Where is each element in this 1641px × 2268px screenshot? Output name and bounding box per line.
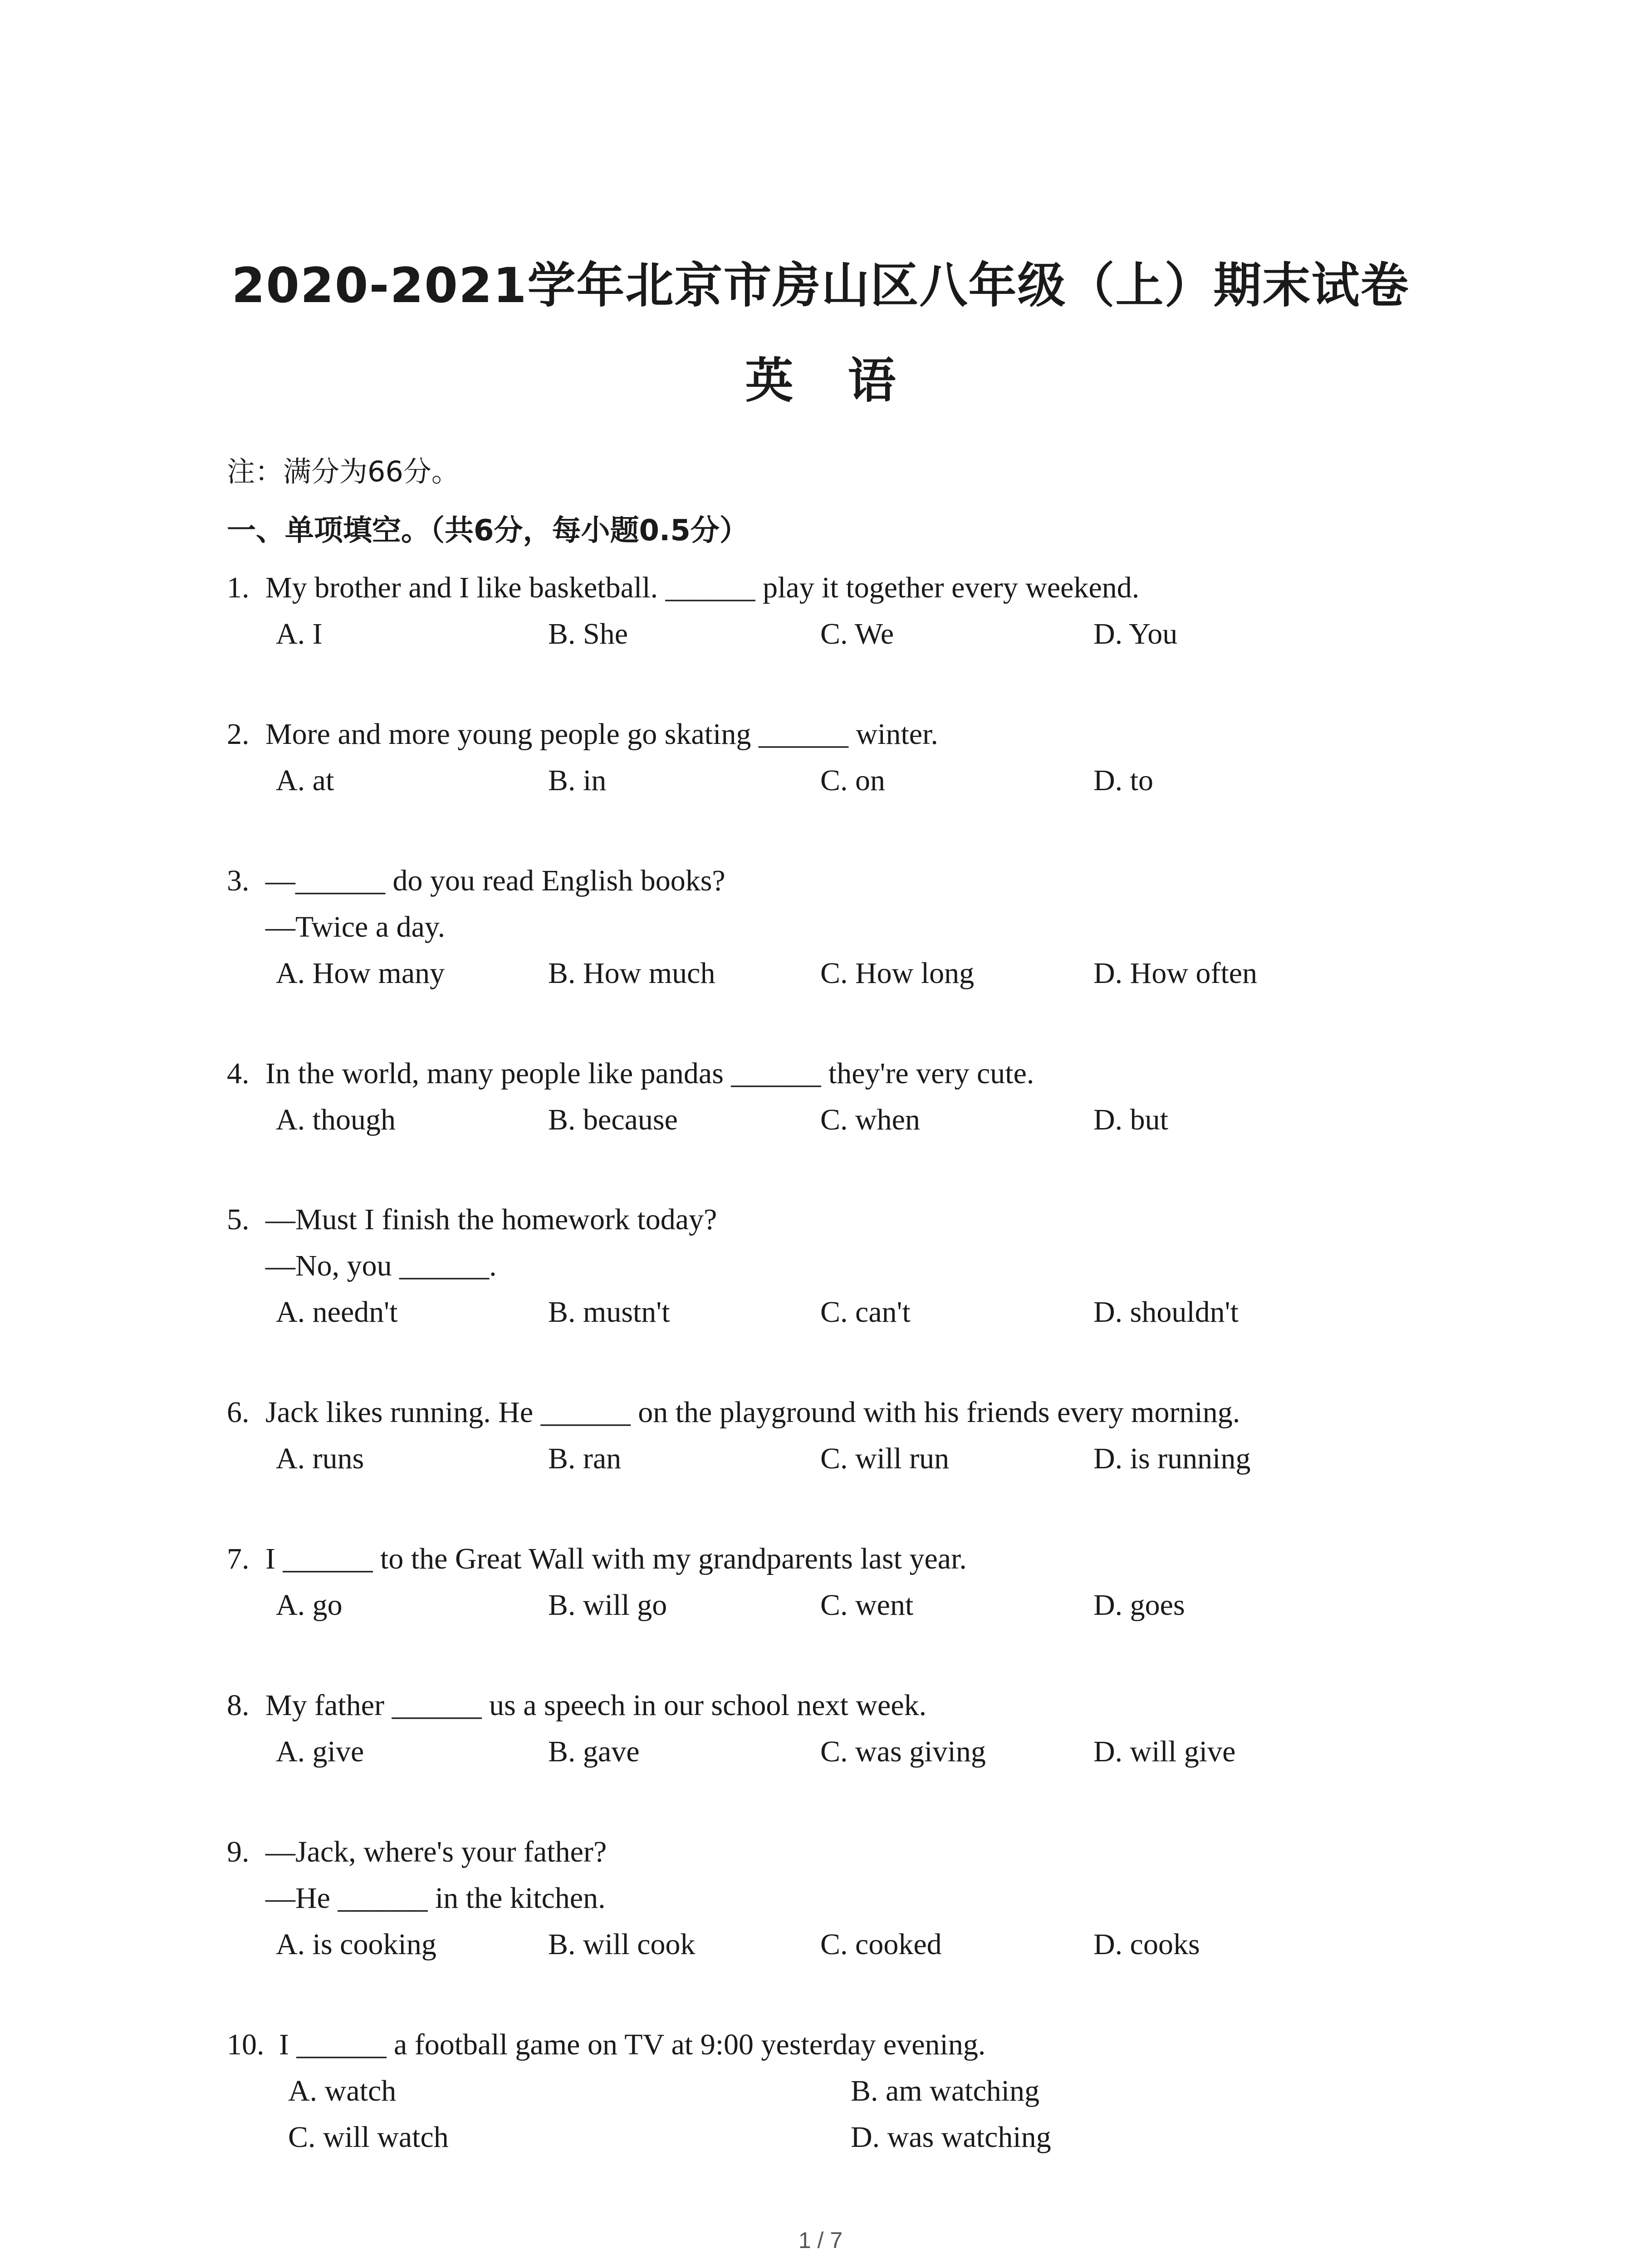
question-8 <box>227 1682 1452 1775</box>
option-d[interactable]: D. to <box>1093 764 1153 797</box>
option-c[interactable]: C. was giving <box>820 1735 986 1768</box>
question-line <box>227 565 1452 611</box>
option-c[interactable]: C. went <box>820 1589 914 1622</box>
question-5 <box>227 1197 1452 1335</box>
question-line <box>227 1389 1452 1436</box>
option-a[interactable]: A. I <box>276 617 323 650</box>
score-note: 注：满分为66分。 <box>227 455 460 488</box>
question-stem: My brother and I like basketball. ______ play it together every weekend. <box>265 571 1140 604</box>
question-line <box>227 904 1452 950</box>
question-line <box>227 711 1452 758</box>
question-stem: —______ do you read English books? <box>265 864 725 897</box>
option-b[interactable]: B. am watching <box>851 2074 1040 2107</box>
option-c[interactable]: C. How long <box>820 957 975 990</box>
options-row <box>227 950 1452 997</box>
option-d[interactable]: D. You <box>1093 617 1178 650</box>
option-c[interactable]: C. We <box>820 617 894 650</box>
exam-subject: 英语 <box>745 353 950 409</box>
option-a[interactable]: A. runs <box>276 1442 364 1475</box>
option-d[interactable]: D. is running <box>1093 1442 1251 1475</box>
page-number: 1 / 7 <box>798 2228 843 2253</box>
question-line <box>227 1875 1452 1921</box>
option-a[interactable]: A. give <box>276 1735 364 1768</box>
options-row <box>227 758 1452 804</box>
question-stem: —Jack, where's your father? <box>265 1835 607 1868</box>
question-response: —No, you ______. <box>265 1249 497 1282</box>
option-b[interactable]: B. in <box>548 764 607 797</box>
option-c[interactable]: C. on <box>820 764 886 797</box>
question-6 <box>227 1389 1452 1482</box>
options-row <box>227 1436 1452 1482</box>
question-stem: I ______ to the Great Wall with my grandparents last year. <box>265 1542 967 1575</box>
options-row <box>227 2068 1452 2114</box>
option-d[interactable]: D. How often <box>1093 957 1258 990</box>
question-number: 8. <box>227 1689 250 1722</box>
option-d[interactable]: D. but <box>1093 1103 1168 1136</box>
question-4 <box>227 1051 1452 1143</box>
options-row <box>227 611 1452 657</box>
question-number: 4. <box>227 1057 250 1090</box>
option-a[interactable]: A. though <box>276 1103 396 1136</box>
question-3 <box>227 858 1452 997</box>
question-response: —Twice a day. <box>265 910 446 943</box>
question-number: 9. <box>227 1835 250 1868</box>
option-a[interactable]: A. go <box>276 1589 343 1622</box>
option-c[interactable]: C. will run <box>820 1442 950 1475</box>
question-response: —He ______ in the kitchen. <box>265 1882 606 1915</box>
option-d[interactable]: D. was watching <box>851 2121 1051 2154</box>
question-line <box>227 1682 1452 1729</box>
question-line <box>227 2022 1452 2068</box>
question-line <box>227 1051 1452 1097</box>
question-stem: I ______ a football game on TV at 9:00 yesterday evening. <box>279 2028 986 2061</box>
question-stem: —Must I finish the homework today? <box>265 1203 717 1236</box>
option-a[interactable]: A. watch <box>288 2074 397 2107</box>
option-d[interactable]: D. will give <box>1093 1735 1236 1768</box>
option-d[interactable]: D. goes <box>1093 1589 1185 1622</box>
question-stem: In the world, many people like pandas ______ they're very cute. <box>265 1057 1034 1090</box>
question-number: 1. <box>227 571 250 604</box>
option-b[interactable]: B. gave <box>548 1735 640 1768</box>
exam-title: 2020-2021学年北京市房山区八年级（上）期末试卷 <box>231 258 1410 313</box>
option-b[interactable]: B. She <box>548 617 628 650</box>
options-row <box>227 1729 1452 1775</box>
option-c[interactable]: C. can't <box>820 1295 911 1329</box>
options-row <box>227 2114 1452 2160</box>
option-a[interactable]: A. needn't <box>276 1295 398 1329</box>
question-10 <box>227 2022 1452 2160</box>
option-c[interactable]: C. will watch <box>288 2121 449 2154</box>
question-line <box>227 1243 1452 1289</box>
question-7 <box>227 1536 1452 1628</box>
option-a[interactable]: A. How many <box>276 957 445 990</box>
question-number: 2. <box>227 718 250 751</box>
question-stem: Jack likes running. He ______ on the playground with his friends every morning. <box>265 1396 1240 1429</box>
question-number: 5. <box>227 1203 250 1236</box>
options-row <box>227 1289 1452 1335</box>
option-b[interactable]: B. How much <box>548 957 715 990</box>
option-b[interactable]: B. mustn't <box>548 1295 670 1329</box>
option-b[interactable]: B. will cook <box>548 1928 696 1961</box>
question-stem: My father ______ us a speech in our school next week. <box>265 1689 927 1722</box>
question-stem: More and more young people go skating ______ winter. <box>265 718 938 751</box>
question-1 <box>227 565 1452 657</box>
question-line <box>227 858 1452 904</box>
options-row <box>227 1921 1452 1968</box>
question-line <box>227 1536 1452 1582</box>
option-d[interactable]: D. shouldn't <box>1093 1295 1239 1329</box>
question-9 <box>227 1829 1452 1968</box>
option-a[interactable]: A. at <box>276 764 334 797</box>
option-b[interactable]: B. because <box>548 1103 678 1136</box>
option-b[interactable]: B. will go <box>548 1589 667 1622</box>
question-number: 10. <box>227 2028 265 2061</box>
options-row <box>227 1582 1452 1628</box>
option-c[interactable]: C. when <box>820 1103 920 1136</box>
question-line <box>227 1829 1452 1875</box>
question-number: 6. <box>227 1396 250 1429</box>
option-b[interactable]: B. ran <box>548 1442 622 1475</box>
option-a[interactable]: A. is cooking <box>276 1928 436 1961</box>
options-row <box>227 1097 1452 1143</box>
option-c[interactable]: C. cooked <box>820 1928 942 1961</box>
question-2 <box>227 711 1452 804</box>
question-number: 3. <box>227 864 250 897</box>
option-d[interactable]: D. cooks <box>1093 1928 1200 1961</box>
question-number: 7. <box>227 1542 250 1575</box>
question-line <box>227 1197 1452 1243</box>
section-title: 一、单项填空。（共6分，每小题0.5分） <box>227 514 749 547</box>
